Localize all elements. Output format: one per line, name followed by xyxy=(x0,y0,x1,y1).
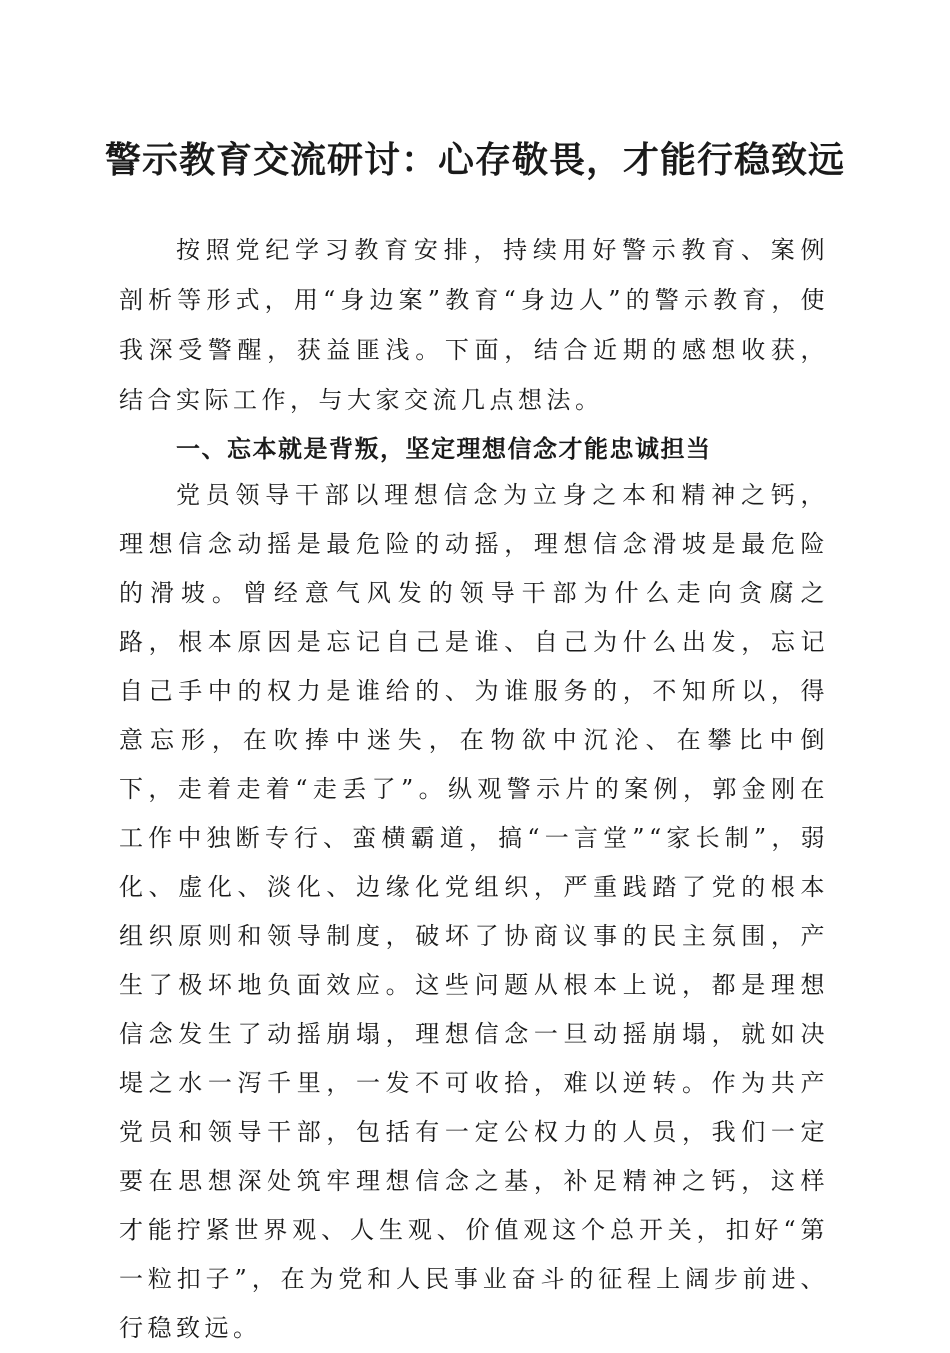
document-body xyxy=(119,225,829,1353)
document-title: 警示教育交流研讨：心存敬畏，才能行稳致远 xyxy=(104,139,845,181)
section-heading-1: 一、忘本就是背叛，坚定理想信念才能忠诚担当 xyxy=(176,435,712,463)
section-1-paragraph: 党员领导干部以理想信念为立身之本和精神之钙，理想信念动摇是最危险的动摇，理想信念滑坡是最危险的滑坡。曾经意气风发的领导干部为什么走向贪腐之路，根本原因是忘记自己是谁、自己为什么出发，忘记自己手中的权力是谁给的、为谁服务的，不知所以，得意忘形，在吹捧中迷失，在物欲中沉沦、在攀比中倒下，走着走着“走丢了”。纵观警示片的案例，郭金刚在工作中独断专行、蛮横霸道，搞“一言堂”“家长制”，弱化、虚化、淡化、边缘化党组织，严重践踏了党的根本组织原则和领导制度，破坏了协商议事的民主氛围，产生了极坏地负面效应。这些问题从根本上说，都是理想信念发生了动摇崩塌，理想信念一旦动摇崩塌，就如决堤之水一泻千里，一发不可收拾，难以逆转。作为共产党员和领导干部，包括有一定公权力的人员，我们一定要在思想深处筑牢理想信念之基，补足精神之钙，这样才能拧紧世界观、人生观、价值观这个总开关，扣好“第一粒扣子”，在为党和人民事业奋斗的征程上阔步前进、行稳致远。 xyxy=(119,481,829,1342)
intro-paragraph: 按照党纪学习教育安排，持续用好警示教育、案例剖析等形式，用“身边案”教育“身边人”的警示教育，使我深受警醒，获益匪浅。下面，结合近期的感想收获，结合实际工作，与大家交流几点想法。 xyxy=(119,236,829,414)
